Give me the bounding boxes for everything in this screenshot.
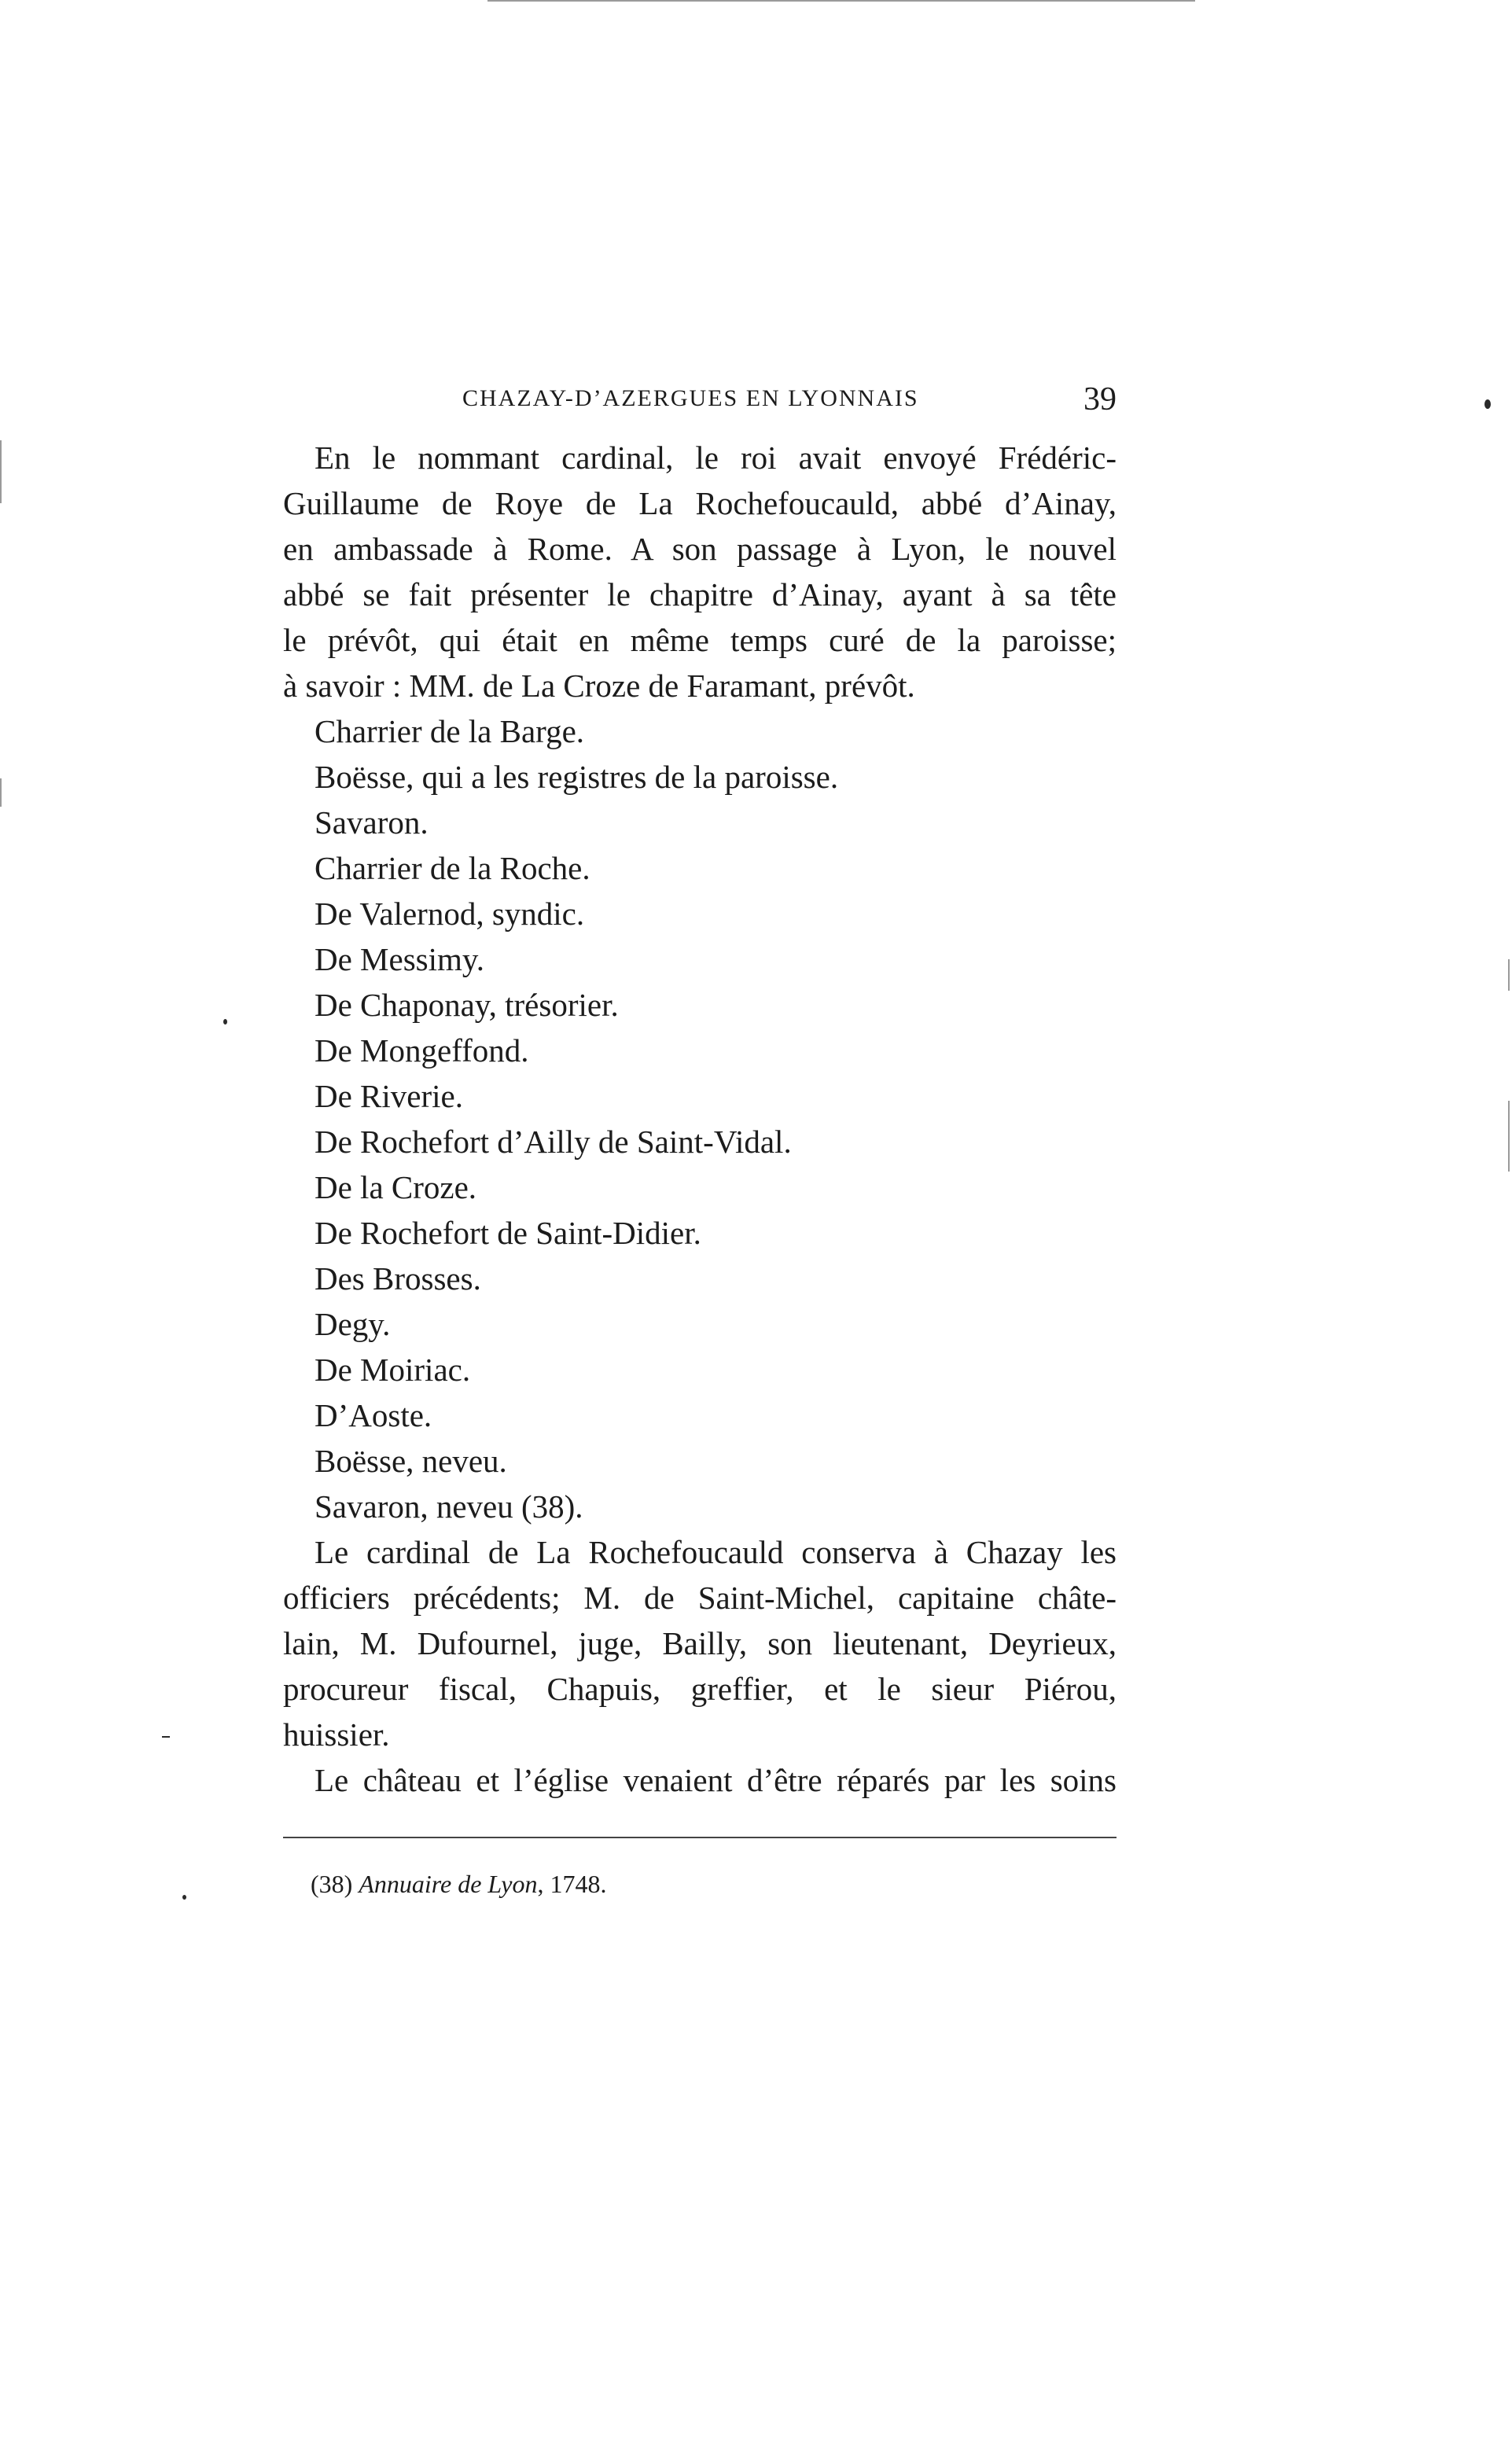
running-title: CHAZAY-D’AZERGUES EN LYONNAIS xyxy=(462,385,919,411)
scan-edge-line xyxy=(0,440,2,503)
paragraph-1-line: abbé se fait présenter le chapitre d’Ainay, ayant à sa tête xyxy=(283,576,1117,612)
scan-speck xyxy=(162,1736,170,1738)
body-text xyxy=(283,435,1117,1803)
running-header xyxy=(283,377,1117,425)
footnote-marker: (38) xyxy=(311,1870,353,1898)
list-item: Charrier de la Roche. xyxy=(315,850,590,886)
list-item: De Mongeffond. xyxy=(315,1032,529,1069)
list-item: Savaron, neveu (38). xyxy=(315,1488,583,1525)
list-item: De Messimy. xyxy=(315,941,484,977)
list-item: De Valernod, syndic. xyxy=(315,896,585,932)
list-item: Charrier de la Barge. xyxy=(315,713,585,749)
paragraph-2-line: procureur fiscal, Chapuis, greffier, et le sieur Piérou, xyxy=(283,1671,1117,1707)
list-item: D’Aoste. xyxy=(315,1397,432,1433)
paragraph-1-line: En le nommant cardinal, le roi avait envoyé Frédéric- xyxy=(315,440,1117,476)
list-item: De Moiriac. xyxy=(315,1352,471,1388)
paragraph-2-line: huissier. xyxy=(283,1716,390,1753)
list-item: Degy. xyxy=(315,1306,391,1342)
paragraph-1-line: à savoir : MM. de La Croze de Faramant, prévôt. xyxy=(283,668,915,704)
list-item: Des Brosses. xyxy=(315,1260,481,1297)
list-item: De la Croze. xyxy=(315,1169,477,1205)
footnote-rest: , 1748. xyxy=(537,1870,607,1898)
paragraph-2-line: Le cardinal de La Rochefoucauld conserva à Chazay les xyxy=(315,1534,1117,1570)
scan-edge-line xyxy=(0,778,2,807)
page-number: 39 xyxy=(1083,381,1117,418)
paragraph-1-line: le prévôt, qui était en même temps curé de la paroisse; xyxy=(283,622,1117,658)
list-item: Boësse, neveu. xyxy=(315,1443,507,1479)
paragraph-3-line: Le château et l’église venaient d’être réparés par les soins xyxy=(315,1762,1117,1798)
paragraph-2 xyxy=(283,1529,1117,1757)
paragraph-1-line: Guillaume de Roye de La Rochefoucauld, abbé d’Ainay, xyxy=(283,485,1117,521)
list-item: De Rochefort d’Ailly de Saint-Vidal. xyxy=(315,1124,792,1160)
scan-edge-line xyxy=(1508,959,1510,991)
paragraph-3 xyxy=(283,1757,1117,1803)
list-item: Savaron. xyxy=(315,804,429,841)
paragraph-1-line: en ambassade à Rome. A son passage à Lyon, le nouvel xyxy=(283,531,1117,567)
footnote-38 xyxy=(311,1870,606,1899)
scan-speck xyxy=(223,1019,227,1024)
list-item: De Riverie. xyxy=(315,1078,463,1114)
chapter-member-list xyxy=(283,708,1117,1529)
paragraph-2-line: lain, M. Dufournel, juge, Bailly, son lieutenant, Deyrieux, xyxy=(283,1625,1117,1661)
footnote-divider xyxy=(283,1837,1117,1838)
paragraph-2-line: officiers précédents; M. de Saint-Michel, capitaine châte- xyxy=(283,1580,1117,1616)
scan-edge-line xyxy=(487,0,1195,2)
list-item: De Rochefort de Saint-Didier. xyxy=(315,1215,701,1251)
scan-speck xyxy=(182,1895,186,1900)
footnote-title: Annuaire de Lyon xyxy=(359,1870,538,1898)
list-item: Boësse, qui a les registres de la paroisse. xyxy=(315,759,839,795)
scan-edge-line xyxy=(1508,1101,1510,1172)
paragraph-1 xyxy=(283,435,1117,708)
scan-speck xyxy=(1484,399,1491,409)
list-item: De Chaponay, trésorier. xyxy=(315,987,619,1023)
